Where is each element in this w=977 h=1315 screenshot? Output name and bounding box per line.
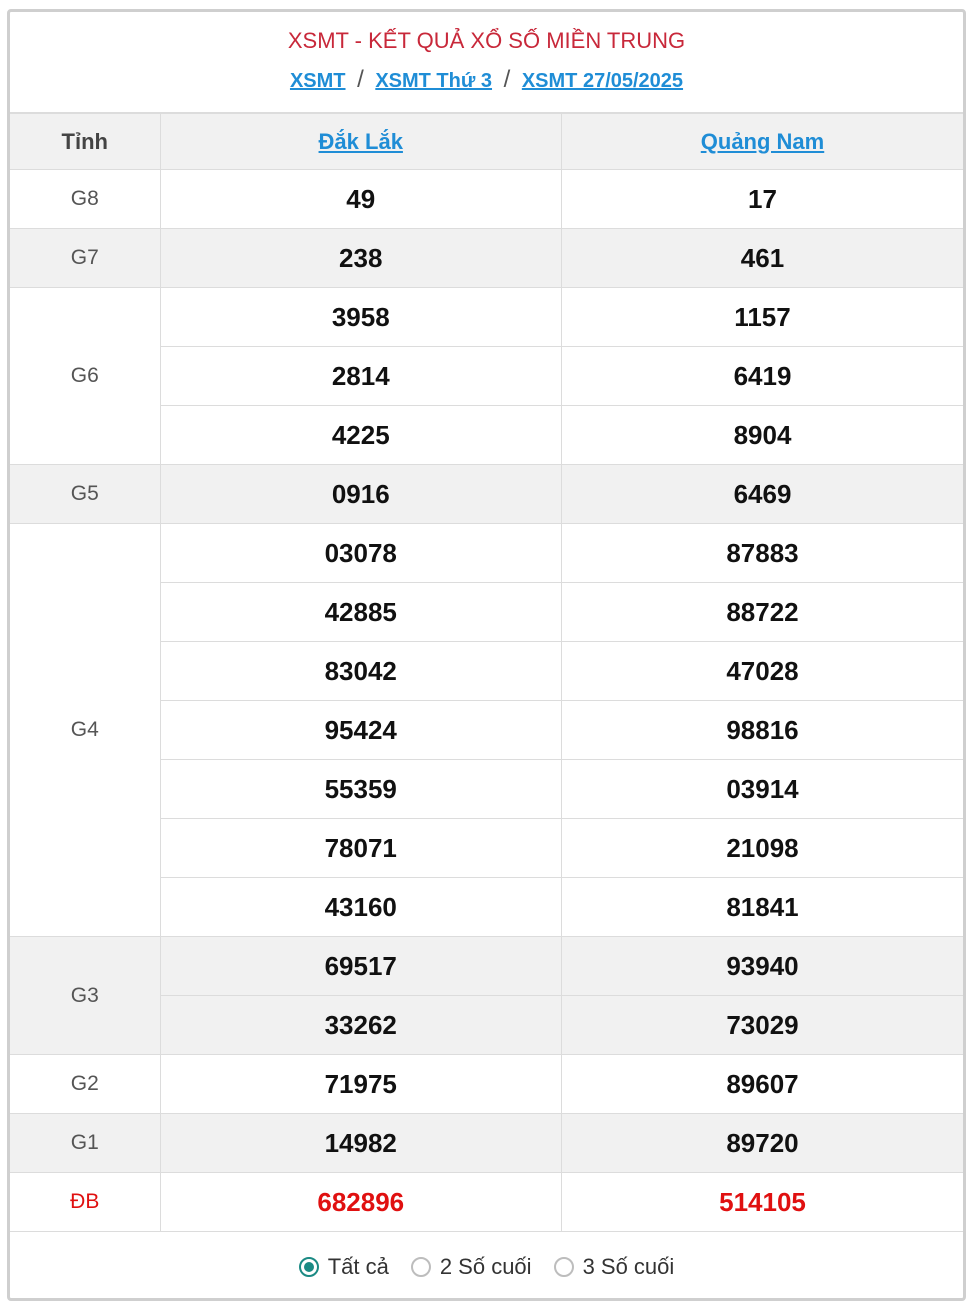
table-row — [10, 1055, 963, 1114]
prize-label: G5 — [10, 465, 160, 524]
table-row — [10, 465, 963, 524]
filter-option-last-3[interactable] — [554, 1254, 675, 1280]
prize-number: 71975 — [160, 1055, 562, 1114]
table-header-row — [10, 114, 963, 170]
prize-number: 03078 — [160, 524, 562, 583]
radio-unselected-icon[interactable] — [554, 1257, 574, 1277]
prize-label: G6 — [10, 288, 160, 465]
prize-number: 89720 — [562, 1114, 964, 1173]
results-panel — [7, 9, 966, 1301]
table-row — [10, 1114, 963, 1173]
prize-number: 6469 — [562, 465, 964, 524]
results-body — [10, 170, 963, 1232]
prize-number: 2814 — [160, 347, 562, 406]
breadcrumb-separator: / — [503, 66, 511, 93]
prize-number: 17 — [562, 170, 964, 229]
prize-number: 238 — [160, 229, 562, 288]
prize-number: 55359 — [160, 760, 562, 819]
breadcrumb-xsmt[interactable]: XSMT — [289, 70, 346, 92]
filter-option-label: 3 Số cuối — [582, 1254, 675, 1279]
prize-number: 42885 — [160, 583, 562, 642]
filter-option-label: Tất cả — [327, 1254, 389, 1279]
filter-option-all[interactable] — [299, 1254, 389, 1280]
prize-label: G1 — [10, 1114, 160, 1173]
table-row — [10, 288, 963, 347]
prize-number: 95424 — [160, 701, 562, 760]
prize-label: G3 — [10, 937, 160, 1055]
prize-number: 514105 — [562, 1173, 964, 1232]
prize-number: 78071 — [160, 819, 562, 878]
prize-number: 81841 — [562, 878, 964, 937]
prize-number: 682896 — [160, 1173, 562, 1232]
prize-number: 21098 — [562, 819, 964, 878]
prize-number: 0916 — [160, 465, 562, 524]
prize-number: 6419 — [562, 347, 964, 406]
prize-number: 1157 — [562, 288, 964, 347]
prize-number: 03914 — [562, 760, 964, 819]
prize-label: G7 — [10, 229, 160, 288]
table-row — [10, 229, 963, 288]
prize-number: 14982 — [160, 1114, 562, 1173]
results-table — [10, 113, 963, 1232]
province-link-dak-lak[interactable]: Đắk Lắk — [318, 128, 403, 154]
prize-number: 3958 — [160, 288, 562, 347]
filter-option-label: 2 Số cuối — [439, 1254, 532, 1279]
table-row — [10, 937, 963, 996]
breadcrumb-xsmt-date[interactable]: XSMT 27/05/2025 — [521, 70, 684, 92]
prize-number: 47028 — [562, 642, 964, 701]
table-row — [10, 524, 963, 583]
prize-label: ĐB — [10, 1173, 160, 1232]
radio-selected-icon[interactable] — [299, 1257, 319, 1277]
prize-label: G4 — [10, 524, 160, 937]
prize-number: 83042 — [160, 642, 562, 701]
breadcrumb — [10, 68, 963, 93]
prize-number: 93940 — [562, 937, 964, 996]
prize-number: 49 — [160, 170, 562, 229]
filter-option-last-2[interactable] — [411, 1254, 532, 1280]
column-header-quang-nam — [562, 114, 964, 170]
prize-number: 98816 — [562, 701, 964, 760]
prize-number: 4225 — [160, 406, 562, 465]
prize-number: 33262 — [160, 996, 562, 1055]
breadcrumb-xsmt-thu-3[interactable]: XSMT Thứ 3 — [375, 70, 493, 92]
prize-number: 87883 — [562, 524, 964, 583]
page-title: XSMT - KẾT QUẢ XỔ SỐ MIỀN TRUNG — [287, 28, 686, 53]
prize-number: 43160 — [160, 878, 562, 937]
column-header-dak-lak — [160, 114, 562, 170]
column-header-province: Tỉnh — [10, 114, 160, 170]
prize-number: 88722 — [562, 583, 964, 642]
results-header — [10, 12, 963, 113]
table-row — [10, 170, 963, 229]
digit-filter — [10, 1232, 963, 1302]
prize-number: 461 — [562, 229, 964, 288]
radio-unselected-icon[interactable] — [411, 1257, 431, 1277]
prize-number: 8904 — [562, 406, 964, 465]
prize-label: G2 — [10, 1055, 160, 1114]
prize-number: 89607 — [562, 1055, 964, 1114]
prize-number: 73029 — [562, 996, 964, 1055]
province-link-quang-nam[interactable]: Quảng Nam — [700, 128, 825, 154]
breadcrumb-separator: / — [357, 66, 364, 93]
prize-number: 69517 — [160, 937, 562, 996]
prize-label: G8 — [10, 170, 160, 229]
table-row — [10, 1173, 963, 1232]
